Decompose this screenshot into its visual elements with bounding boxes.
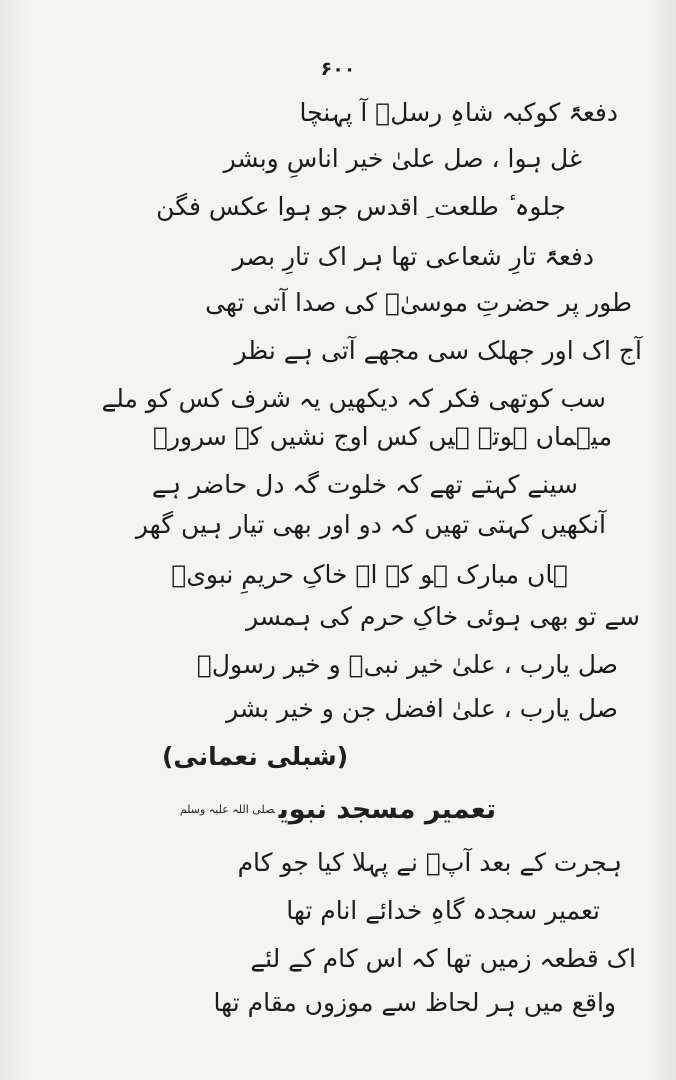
section-heading [0,792,676,828]
poem-line: سینے کہتے تھے کہ خلوت گہ دل حاضر ہے [151,470,578,499]
page-number: ۶۰۰ [320,58,356,80]
poem-line: دفعۃً تارِ شعاعی تھا ہر اک تارِ بصر [232,242,594,271]
poem-line: آنکھیں کہتی تھیں کہ دو اور بھی تیار ہیں گھر [135,510,606,539]
poem-line: ہجرت کے بعد آپؐ نے پہلا کیا جو کام [237,848,622,877]
poem-line: واقع میں ہر لحاظ سے موزوں مقام تھا [213,988,616,1017]
poem-line: غل ہوا ، صل علیٰ خیر اناسِ وبشر [223,144,582,173]
poem-line: صل یارب ، علیٰ افضل جن و خیر بشر [226,694,618,723]
poem-line: میہماں ہوتے ہیں کس اوج نشیں کے سرورؐ [152,422,612,451]
honorific-glyph: صلی اللہ علیہ وسلم [179,803,275,816]
poem-line: جلوہ ٔ طلعت ِ اقدس جو ہوا عکس فگن [156,192,566,221]
poem-line: سب کوتھی فکر کہ دیکھیں یہ شرف کس کو ملے [101,384,606,413]
poem-line: صل یارب ، علیٰ خیر نبیؐ و خیر رسولؐ [196,650,618,679]
author-attribution: (شبلی نعمانی) [162,742,349,771]
poem-line: دفعۃً کوکبہ شاہِ رسلؐ آ پہنچا [299,98,618,127]
poem-line: سے تو بھی ہوئی خاکِ حرم کی ہمسر [246,602,640,631]
poem-line: ہاں مبارک ہو کہ اے خاکِ حریمِ نبویؐ [171,560,568,589]
poem-line: طور پر حضرتِ موسیٰؑ کی صدا آتی تھی [205,288,632,317]
poem-line: آج اک اور جھلک سی مجھے آتی ہے نظر [234,336,642,365]
poem-line: اک قطعہ زمیں تھا کہ اس کام کے لئے [250,944,636,973]
poem-line: تعمیر سجدہ گاہِ خدائے انام تھا [286,896,600,925]
section-heading-text: تعمیر مسجد نبوی [278,794,497,825]
